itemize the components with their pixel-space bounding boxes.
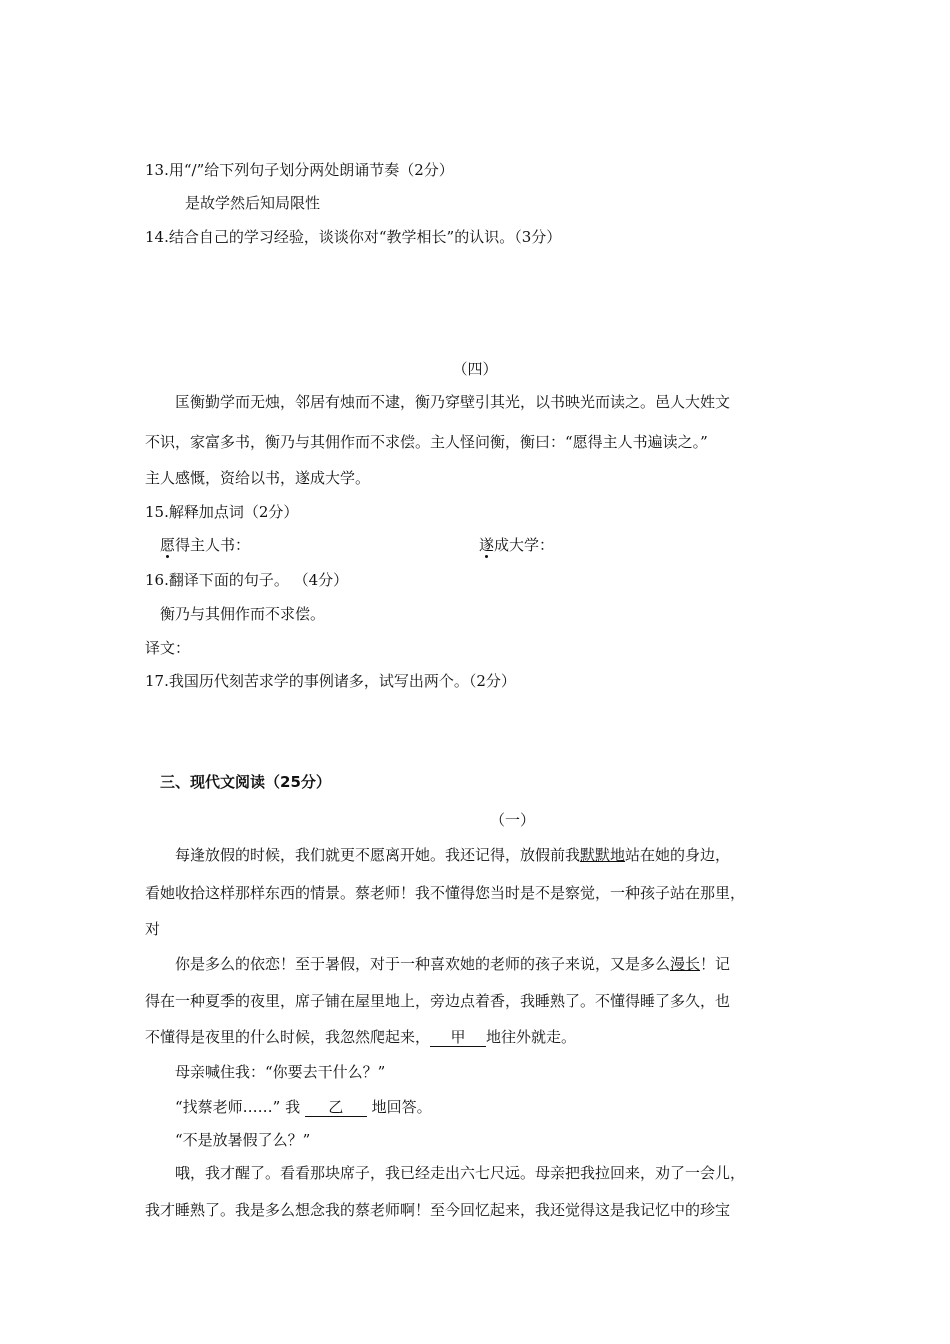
p2-line-3-b: 地往外就走。	[486, 1028, 577, 1046]
question-15: 15.解释加点词（2分）	[145, 503, 299, 521]
section-4-title: （四）	[452, 360, 498, 378]
p6-line-2: 我才睡熟了。我是多么想念我的蔡老师啊！至今回忆起来，我还觉得这是我记忆中的珍宝	[145, 1201, 731, 1219]
passage-4-line-1: 匡衡勤学而无烛，邻居有烛而不逮，衡乃穿壁引其光，以书映光而读之。邑人大姓文	[175, 393, 731, 411]
question-16: 16.翻译下面的句子。 （4分）	[145, 571, 349, 589]
p3: 母亲喊住我：“你要去干什么？”	[175, 1063, 386, 1081]
question-15-item-2-rest: 成大学：	[494, 536, 555, 554]
p2-line-1	[175, 954, 730, 974]
blank-jia: 甲	[430, 1028, 486, 1047]
question-15-item-1-rest: 得主人书：	[175, 536, 251, 554]
passage-4-line-2: 不识，家富多书，衡乃与其佣作而不求偿。主人怪问衡，衡曰：“愿得主人书遍读之。”	[145, 433, 708, 451]
question-13: 13.用“/”给下列句子划分两处朗诵节奏（2分）	[145, 161, 454, 179]
blank-yi: 乙	[305, 1098, 367, 1117]
section-3-1-title: （一）	[490, 811, 536, 829]
section-3-heading: 三、现代文阅读（25分）	[160, 773, 331, 791]
p6-line-1: 哦，我才醒了。看看那块席子，我已经走出六七尺远。母亲把我拉回来，劝了一会儿，	[175, 1164, 746, 1182]
dotted-word-1: 愿	[160, 536, 176, 554]
p5: “不是放暑假了么？”	[175, 1131, 311, 1149]
p1-line-1-a: 每逢放假的时候，我们就更不愿离开她。我还记得，放假前我	[175, 846, 581, 864]
underlined-word-manchang: 漫长	[670, 955, 701, 973]
question-15-item-1	[160, 535, 250, 555]
question-17: 17.我国历代刻苦求学的事例诸多，试写出两个。（2分）	[145, 672, 516, 690]
question-15-item-2	[479, 535, 554, 555]
p2-line-1-a: 你是多么的依恋！至于暑假，对于一种喜欢她的老师的孩子来说，又是多么	[175, 955, 671, 973]
question-13-sentence: 是故学然后知局限性	[185, 194, 321, 212]
question-14: 14.结合自己的学习经验，谈谈你对“教学相长”的认识。（3分）	[145, 228, 562, 246]
p4-b: 地回答。	[366, 1098, 432, 1116]
p2-line-3-a: 不懂得是夜里的什么时候，我忽然爬起来，	[145, 1028, 431, 1046]
p1-line-3: 对	[145, 920, 161, 938]
p1-line-1	[175, 845, 730, 865]
p4	[175, 1097, 432, 1117]
p4-a: “找蔡老师……” 我	[175, 1098, 305, 1116]
question-16-answer-label: 译文：	[145, 639, 191, 657]
passage-4-line-3: 主人感慨，资给以书，遂成大学。	[145, 469, 371, 487]
question-16-sentence: 衡乃与其佣作而不求偿。	[160, 605, 326, 623]
p1-line-1-b: 站在她的身边，	[625, 846, 731, 864]
p2-line-2: 得在一种夏季的夜里，席子铺在屋里地上，旁边点着香，我睡熟了。不懂得睡了多久，也	[145, 992, 731, 1010]
p2-line-1-b: ！记	[700, 955, 731, 973]
p1-line-2: 看她收拾这样那样东西的情景。蔡老师！我不懂得您当时是不是察觉，一种孩子站在那里，	[145, 884, 746, 902]
dotted-word-2: 遂	[479, 536, 495, 554]
p2-line-3	[145, 1027, 576, 1047]
underlined-word-momode: 默默地	[580, 846, 626, 864]
